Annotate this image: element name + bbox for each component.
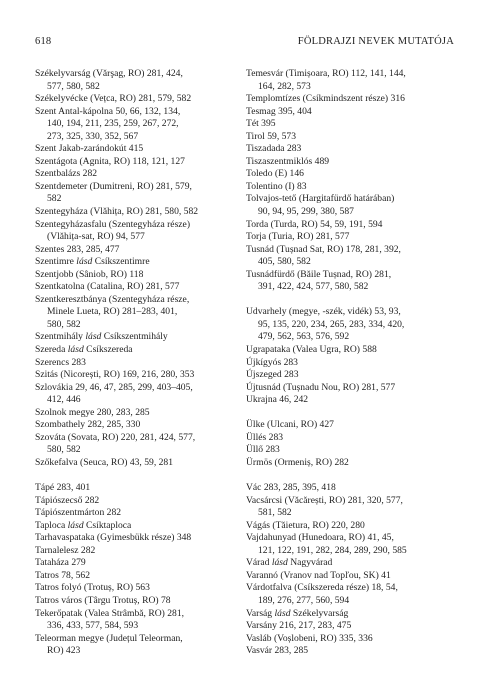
index-entry: Szlovákia 29, 46, 47, 285, 299, 403–405, 412, 446	[35, 381, 193, 406]
index-entry: Szolnok megye 280, 283, 285	[35, 406, 150, 418]
index-entry: Várad lásd Nagyvárad	[246, 557, 333, 569]
index-entry: Szentegyházasfalu (Szentegyháza része) (Vlăhița-sat, RO) 94, 577	[35, 218, 191, 243]
index-entry: Várdotfalva (Csíkszereda része) 18, 54, 189, 276, 277, 560, 594	[246, 582, 398, 606]
index-entry: Torda (Turda, RO) 54, 59, 191, 594	[246, 218, 383, 230]
letter-group-separator	[35, 470, 245, 483]
index-entry: Szentjobb (Sâniob, RO) 118	[35, 268, 144, 280]
letter-group-separator	[246, 407, 458, 420]
index-entry: Tiszaszentmiklós 489	[246, 155, 330, 167]
index-entry: Tatros 78, 562	[35, 569, 91, 581]
page-header	[35, 36, 454, 47]
index-entry: Szentmihály lásd Csíkszentmihály	[35, 331, 168, 343]
index-entry: Udvarhely (megye, -szék, vidék) 53, 93, 95, 135, 220, 234, 265, 283, 334, 420, 479, 562, 563, 576, 592	[246, 306, 405, 343]
index-entry: Tarhavaspataka (Gyimesbükk része) 348	[35, 532, 192, 544]
index-entry: Újszeged 283	[246, 369, 299, 381]
index-entry: Újkígyós 283	[246, 356, 298, 368]
cross-reference-marker: lásd	[67, 519, 84, 531]
index-entry: Szováta (Sovata, RO) 220, 281, 424, 577, 580, 582	[35, 431, 196, 456]
index-entry: Újtusnád (Tușnadu Nou, RO) 281, 577	[246, 381, 396, 393]
index-entry: Szentimre lásd Csíkszentimre	[35, 256, 150, 268]
index-entry: Taploca lásd Csíktaploca	[35, 519, 132, 531]
index-entry: Szombathely 282, 285, 330	[35, 419, 141, 431]
index-entry: Szőkefalva (Seuca, RO) 43, 59, 281	[35, 456, 174, 468]
index-entry: Tarnalelesz 282	[35, 544, 96, 556]
index-entry: Tolentino (I) 83	[246, 180, 307, 192]
index-entry: Szentkeresztbánya (Szentegyháza része, Minele Lueta, RO) 281–283, 401, 580, 582	[35, 293, 190, 330]
index-entry: Tatros város (Târgu Trotuș, RO) 78	[35, 594, 171, 606]
index-entry: Szentes 283, 285, 477	[35, 243, 120, 255]
index-entry: Szentegyháza (Vlăhița, RO) 281, 580, 582	[35, 206, 199, 218]
index-entry: Szereda lásd Csíkszereda	[35, 344, 133, 356]
page-number: 618	[35, 36, 52, 47]
index-entry: Vágás (Tăietura, RO) 220, 280	[246, 519, 365, 531]
index-entry: Vajdahunyad (Hunedoara, RO) 41, 45, 121, 122, 191, 282, 284, 289, 290, 585	[246, 532, 407, 556]
index-entry: Szentbalázs 282	[35, 168, 98, 180]
letter-group-separator	[246, 294, 458, 307]
index-entry: Temesvár (Timișoara, RO) 112, 141, 144, 164, 282, 573	[246, 68, 406, 92]
cross-reference-marker: lásd	[85, 331, 102, 343]
index-entry: Vasláb (Voșlobeni, RO) 335, 336	[246, 632, 373, 644]
index-entry: Szentdemeter (Dumitreni, RO) 281, 579, 582	[35, 180, 192, 205]
letter-group-separator	[246, 470, 458, 483]
index-entry: Tirol 59, 573	[246, 130, 297, 142]
index-entry: Ukrajna 46, 242	[246, 394, 309, 406]
index-entry: Varannó (Vranov nad Topľou, SK) 41	[246, 569, 391, 581]
index-entry: Vác 283, 285, 395, 418	[246, 482, 336, 494]
index-entry: Tesmag 395, 404	[246, 105, 312, 117]
index-entry: Üllés 283	[246, 431, 284, 443]
index-entry: Ülke (Ulcani, RO) 427	[246, 419, 334, 431]
index-entry: Szentágota (Agnita, RO) 118, 121, 127	[35, 155, 185, 167]
index-entry: Szerencs 283	[35, 356, 86, 368]
cross-reference-marker: lásd	[67, 344, 84, 356]
index-entry: Templomtízes (Csíkmindszent része) 316	[246, 93, 405, 105]
running-title: FÖLDRAJZI NEVEK MUTATÓJA	[297, 36, 454, 47]
index-entry: Szent Jakab-zarándokút 415	[35, 143, 144, 155]
index-entry: Tápiószentmárton 282	[35, 507, 122, 519]
cross-reference-marker: lásd	[274, 607, 291, 619]
index-entry: Varsány 216, 217, 283, 475	[246, 620, 352, 632]
index-entry: Szent Antal-kápolna 50, 66, 132, 134, 140, 194, 211, 235, 259, 267, 272, 273, 325, 330, 352, 567	[35, 105, 181, 142]
index-entry: Tusnádfürdő (Băile Tușnad, RO) 281, 391, 422, 424, 577, 580, 582	[246, 268, 392, 293]
index-entry: Székelyvécke (Vețca, RO) 281, 579, 582	[35, 93, 192, 105]
index-entry: Toledo (E) 146	[246, 168, 304, 180]
index-entry: Tusnád (Tușnad Sat, RO) 178, 281, 392, 405, 580, 582	[246, 243, 401, 268]
index-entry: Varság lásd Székelyvarság	[246, 607, 349, 619]
index-entry: Tápiószecső 282	[35, 494, 100, 506]
index-entry: Tataháza 279	[35, 557, 86, 569]
index-entry: Tét 395	[246, 118, 276, 130]
index-entry: Torja (Turia, RO) 281, 577	[246, 231, 350, 243]
index-entry: Teleorman megye (Județul Teleorman, RO) 423	[35, 632, 183, 657]
index-entry: Tolvajos-tető (Hargitafürdő határában) 90, 94, 95, 299, 380, 587	[246, 193, 395, 218]
index-entry: Vasvár 283, 285	[246, 645, 309, 657]
index-column-right	[246, 68, 458, 658]
index-entry: Ürmös (Ormeniș, RO) 282	[246, 456, 349, 468]
index-entry: Tatros folyó (Trotuș, RO) 563	[35, 582, 150, 594]
index-entry: Szentkatolna (Catalina, RO) 281, 577	[35, 281, 180, 293]
cross-reference-marker: lásd	[76, 256, 93, 268]
cross-reference-marker: lásd	[271, 557, 288, 569]
index-entry: Tiszadada 283	[246, 143, 302, 155]
index-entry: Üllő 283	[246, 444, 280, 456]
index-entry: Vacsárcsi (Văcărești, RO) 281, 320, 577, 581, 582	[246, 494, 403, 519]
index-entry: Szitás (Nicorești, RO) 169, 216, 280, 353	[35, 369, 195, 381]
index-entry: Tekerőpatak (Valea Strâmbă, RO) 281, 336, 433, 577, 584, 593	[35, 607, 185, 632]
index-entry: Székelyvarság (Vărşag, RO) 281, 424, 577, 580, 582	[35, 68, 183, 92]
index-entry: Ugrapataka (Valea Ugra, RO) 588	[246, 344, 377, 356]
index-entry: Tápé 283, 401	[35, 482, 91, 494]
index-column-left	[35, 68, 245, 658]
